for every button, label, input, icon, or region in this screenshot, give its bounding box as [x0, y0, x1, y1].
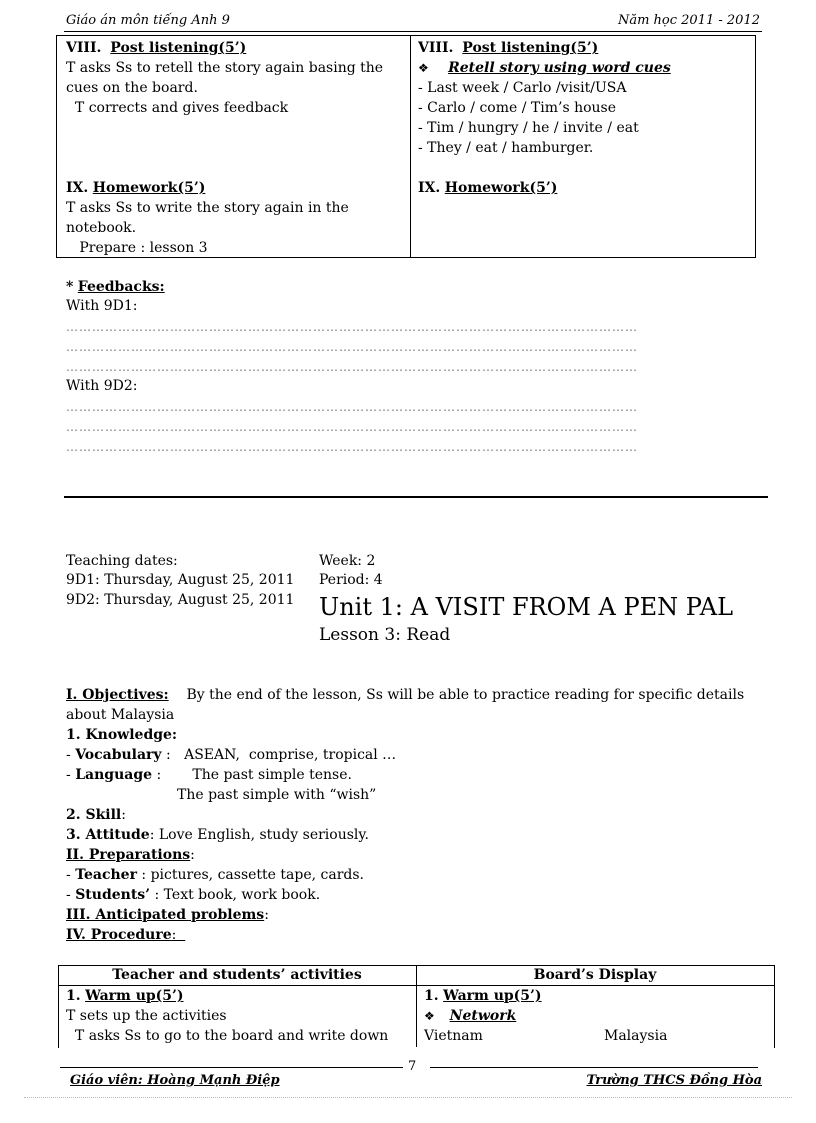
- table-1-right-column: [418, 38, 748, 198]
- language-line: - Language : The past simple tense.: [66, 767, 352, 783]
- attitude-text: : Love English, study seriously.: [149, 827, 369, 843]
- warm-up-title-left: Warm up(5’): [85, 988, 184, 1004]
- date-9d1: 9D1: Thursday, August 25, 2011: [66, 572, 295, 588]
- cue-line: - Carlo / come / Tim’s house: [418, 100, 617, 116]
- knowledge-heading: 1. Knowledge:: [66, 727, 178, 743]
- unit-title: Unit 1: A VISIT FROM A PEN PAL: [319, 593, 734, 621]
- diamond-bullet-icon: ❖: [418, 61, 429, 75]
- class-9d1-label: With 9D1:: [66, 298, 138, 314]
- students-text: : Text book, work book.: [150, 887, 321, 903]
- problems-label: III. Anticipated problems: [66, 907, 265, 923]
- feedback-dotted-line: ……………………………………………………………………………………………………………………: [66, 400, 638, 414]
- cue-line: - Tim / hungry / he / invite / eat: [418, 120, 639, 136]
- left-line: notebook.: [66, 220, 137, 236]
- skill-line: 2. Skill:: [66, 807, 126, 823]
- week-label: Week: 2: [319, 553, 376, 569]
- feedback-dotted-line: ……………………………………………………………………………………………………………………: [66, 420, 638, 434]
- objectives-text: By the end of the lesson, Ss will be able to practice reading for specific details: [186, 687, 745, 703]
- left-line: T asks Ss to retell the story again basing the: [66, 60, 384, 76]
- retell-story-heading: Retell story using word cues: [448, 60, 671, 76]
- network-node-malaysia: Malaysia: [604, 1028, 668, 1044]
- procedure-label: IV. Procedure: [66, 927, 172, 943]
- teacher-line: - Teacher : pictures, cassette tape, cards.: [66, 867, 364, 883]
- vocabulary-text: : ASEAN, comprise, tropical …: [166, 747, 397, 763]
- footer-rule-right: [430, 1067, 758, 1068]
- feedback-dotted-line: ……………………………………………………………………………………………………………………: [66, 340, 638, 354]
- teacher-label: Teacher: [75, 867, 137, 883]
- post-listening-num: VIII.: [66, 40, 102, 56]
- boards-display-header: Board’s Display: [533, 967, 657, 983]
- students-label: Students’: [75, 887, 151, 903]
- teacher-activities-header: Teacher and students’ activities: [112, 967, 362, 983]
- teaching-dates-label: Teaching dates:: [66, 553, 178, 569]
- objectives-label: I. Objectives:: [66, 687, 169, 703]
- homework-num: IX.: [66, 180, 89, 196]
- header-rule: [64, 31, 762, 32]
- vocabulary-line: - Vocabulary : ASEAN, comprise, tropical …: [66, 747, 397, 763]
- attitude-label: 3. Attitude: [66, 827, 150, 843]
- preparations-label: II. Preparations: [66, 847, 191, 863]
- homework-title-right: Homework(5’): [444, 180, 558, 196]
- students-line: - Students’ : Text book, work book.: [66, 887, 321, 903]
- network-label: Network: [449, 1008, 517, 1024]
- objectives-line: [66, 685, 744, 705]
- period-label: Period: 4: [319, 572, 383, 588]
- footer-teacher: Giáo viên: Hoàng Mạnh Điệp: [70, 1073, 280, 1088]
- language-text: : The past simple tense.: [156, 767, 352, 783]
- cue-line: - Last week / Carlo /visit/USA: [418, 80, 627, 96]
- table-1-left-column: [66, 38, 406, 258]
- feedbacks-heading: [66, 277, 165, 297]
- post-listening-num-right: VIII.: [418, 40, 454, 56]
- table-2-left-line: T asks Ss to go to the board and write down: [66, 1028, 389, 1044]
- network-node-vietnam: Vietnam: [424, 1028, 483, 1044]
- network-line: [424, 1006, 516, 1026]
- feedback-dotted-line: ……………………………………………………………………………………………………………………: [66, 320, 638, 334]
- left-line: T corrects and gives feedback: [66, 100, 289, 116]
- table-1-divider: [410, 35, 411, 257]
- objectives-text-cont: about Malaysia: [66, 707, 175, 723]
- homework-title: Homework(5’): [92, 180, 206, 196]
- table-2-left-line: T sets up the activities: [66, 1008, 227, 1024]
- footer-school: Trường THCS Đồng Hòa: [586, 1073, 762, 1088]
- page-number: 7: [408, 1059, 417, 1074]
- warm-up-num-right: 1.: [424, 988, 439, 1004]
- page-bottom-dotted-border: [24, 1097, 792, 1099]
- skill-label: 2. Skill: [66, 807, 122, 823]
- warm-up-heading-right: [424, 986, 542, 1006]
- date-9d2: 9D2: Thursday, August 25, 2011: [66, 592, 295, 608]
- section-separator: [64, 496, 768, 498]
- cue-line: - They / eat / hamburger.: [418, 140, 594, 156]
- class-9d2-label: With 9D2:: [66, 378, 138, 394]
- preparations-line: II. Preparations:: [66, 847, 195, 863]
- procedure-line: IV. Procedure:: [66, 927, 186, 943]
- problems-line: III. Anticipated problems:: [66, 907, 269, 923]
- teacher-text: : pictures, cassette tape, cards.: [136, 867, 364, 883]
- feedback-star: *: [66, 279, 74, 295]
- language-label: Language: [75, 767, 153, 783]
- left-line: Prepare : lesson 3: [66, 240, 208, 256]
- feedback-dotted-line: ……………………………………………………………………………………………………………………: [66, 440, 638, 454]
- left-line: cues on the board.: [66, 80, 198, 96]
- warm-up-num-left: 1.: [66, 988, 81, 1004]
- post-listening-title-right: Post listening(5’): [462, 40, 599, 56]
- feedback-dotted-line: ……………………………………………………………………………………………………………………: [66, 360, 638, 374]
- footer-rule-left: [60, 1067, 403, 1068]
- homework-num-right: IX.: [418, 180, 441, 196]
- header-right: Năm học 2011 - 2012: [617, 13, 760, 28]
- left-line: T asks Ss to write the story again in the: [66, 200, 349, 216]
- post-listening-title: Post listening(5’): [110, 40, 247, 56]
- warm-up-title-right: Warm up(5’): [443, 988, 542, 1004]
- warm-up-heading-left: [66, 986, 184, 1006]
- vocabulary-label: Vocabulary: [75, 747, 162, 763]
- header-left: Giáo án môn tiếng Anh 9: [66, 13, 230, 28]
- attitude-line: [66, 825, 369, 845]
- language-text-2: The past simple with “wish”: [177, 787, 377, 803]
- feedback-title: Feedbacks:: [77, 279, 165, 295]
- lesson-title: Lesson 3: Read: [319, 625, 451, 645]
- diamond-bullet-icon: ❖: [424, 1009, 435, 1023]
